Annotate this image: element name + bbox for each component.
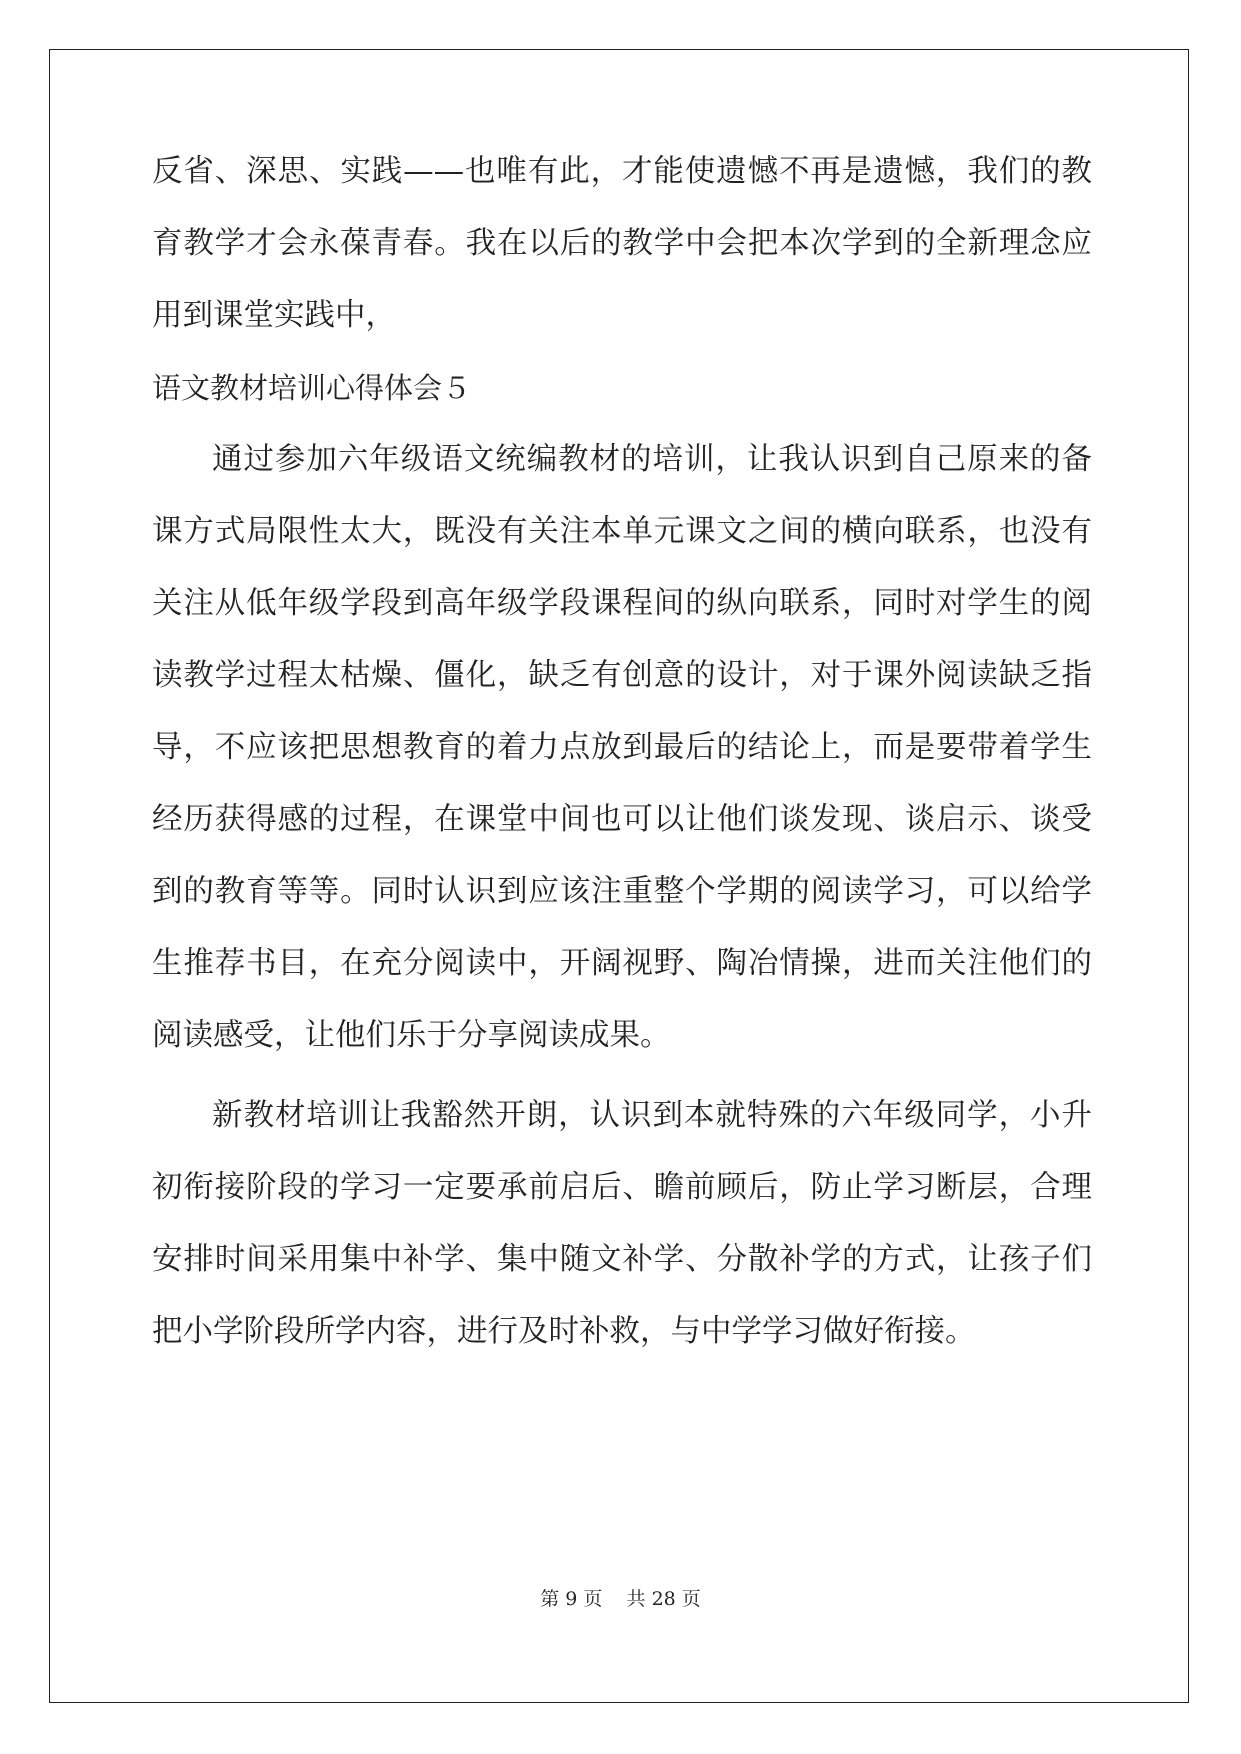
paragraph-line: 经历获得感的过程，在课堂中间也可以让他们谈发现、谈启示、谈受 [152,802,1092,837]
paragraph-line: 新教材培训让我豁然开朗，认识到本就特殊的六年级同学，小升 [212,1098,1092,1133]
paragraph-line: 通过参加六年级语文统编教材的培训，让我认识到自己原来的备 [212,442,1092,477]
section-heading: 语文教材培训心得体会５ [152,371,472,405]
paragraph-line: 读教学过程太枯燥、僵化，缺乏有创意的设计，对于课外阅读缺乏指 [152,658,1092,693]
paragraph-line: 初衔接阶段的学习一定要承前启后、瞻前顾后，防止学习断层，合理 [152,1170,1092,1205]
paragraph-line: 课方式局限性太大，既没有关注本单元课文之间的横向联系，也没有 [152,514,1092,549]
paragraph-line: 用到课堂实践中， [152,298,396,333]
paragraph-line: 育教学才会永葆青春。我在以后的教学中会把本次学到的全新理念应 [152,226,1092,261]
paragraph-line: 导，不应该把思想教育的着力点放到最后的结论上，而是要带着学生 [152,730,1092,765]
paragraph-line: 关注从低年级学段到高年级学段课程间的纵向联系，同时对学生的阅 [152,586,1092,621]
paragraph-line: 到的教育等等。同时认识到应该注重整个学期的阅读学习，可以给学 [152,874,1092,909]
paragraph-line: 反省、深思、实践——也唯有此，才能使遗憾不再是遗憾，我们的教 [152,154,1092,189]
paragraph-line: 安排时间采用集中补学、集中随文补学、分散补学的方式，让孩子们 [152,1242,1092,1277]
paragraph-line: 阅读感受，让他们乐于分享阅读成果。 [152,1018,671,1053]
paragraph-line: 把小学阶段所学内容，进行及时补救，与中学学习做好衔接。 [152,1314,976,1349]
paragraph-line: 生推荐书目，在充分阅读中，开阔视野、陶冶情操，进而关注他们的 [152,946,1092,981]
page-number: 第 9 页 共 28 页 [540,1588,701,1610]
